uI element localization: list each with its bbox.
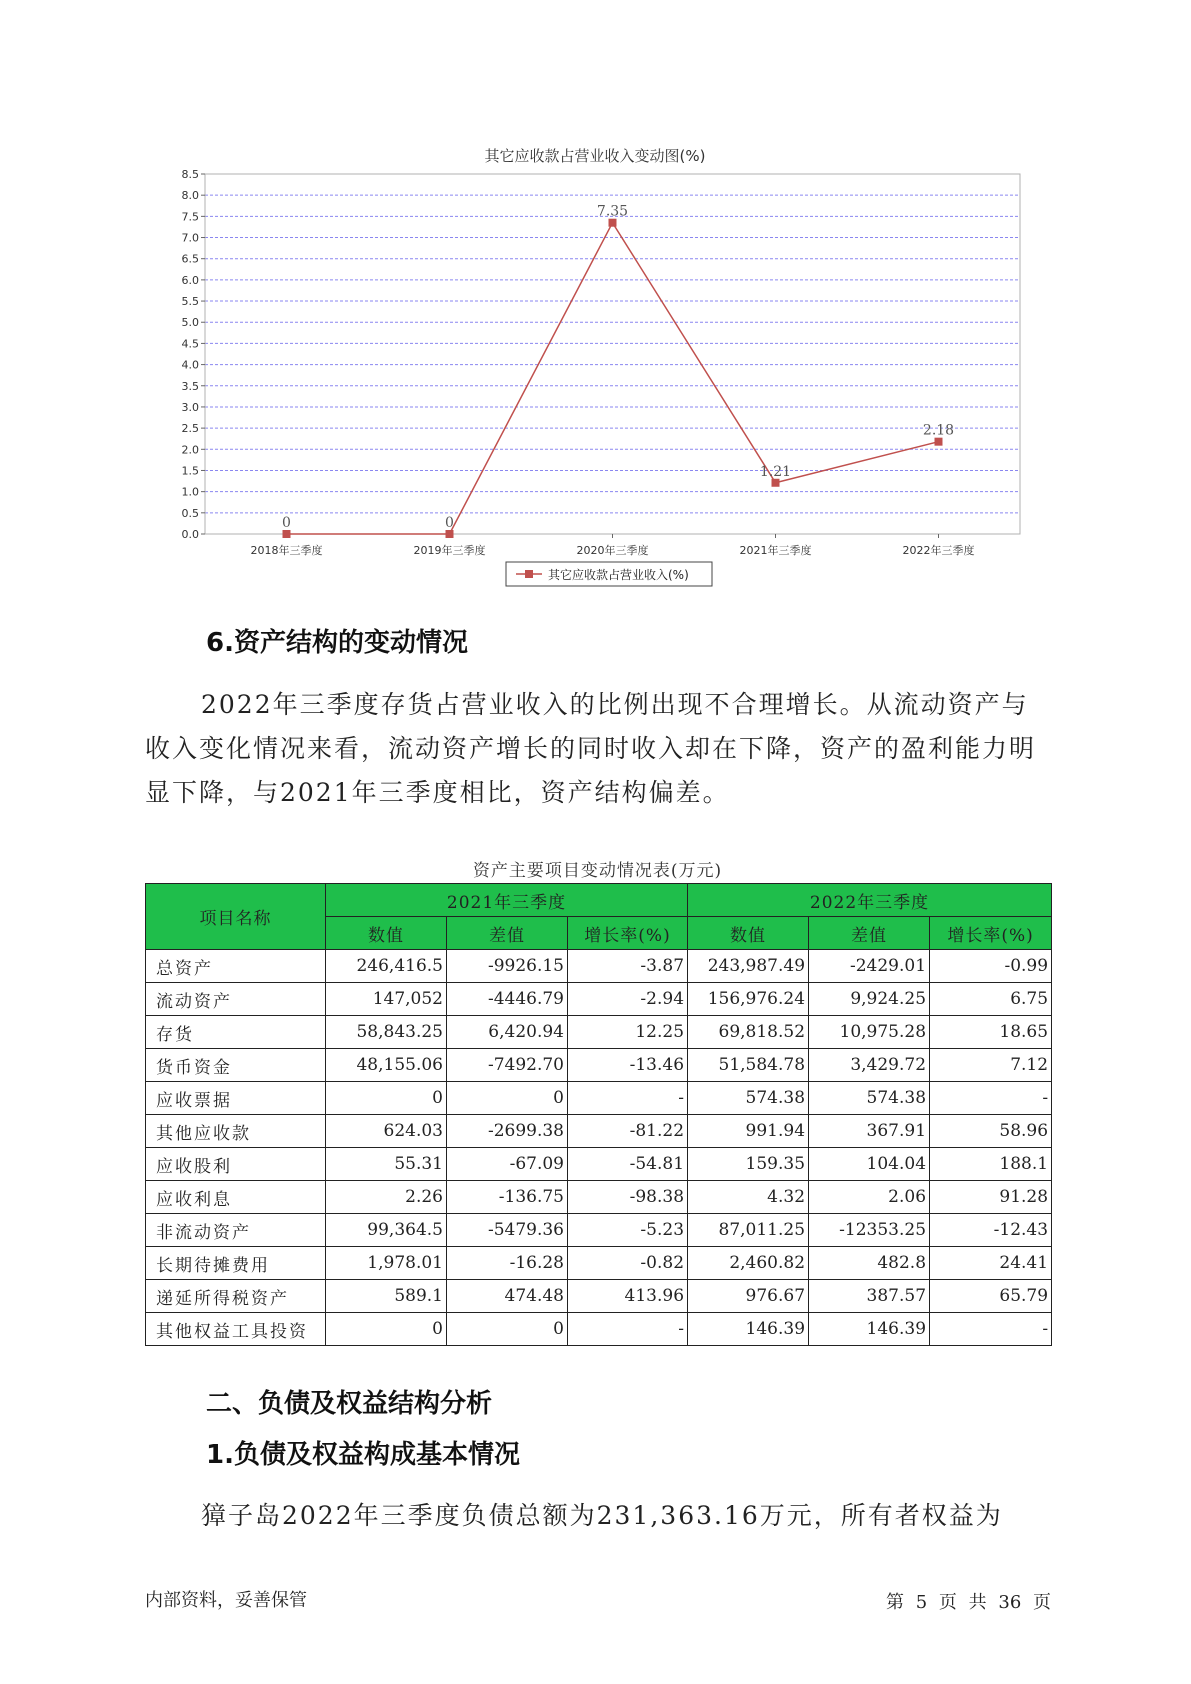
table-cell: 367.91	[809, 1115, 930, 1148]
col-value: 数值	[326, 917, 447, 950]
table-cell: 0	[447, 1082, 568, 1115]
y-tick-label: 1.0	[181, 485, 199, 499]
col-diff: 差值	[447, 917, 568, 950]
table-cell: -2.94	[568, 983, 688, 1016]
table-cell: 146.39	[688, 1313, 809, 1346]
table-cell: -81.22	[568, 1115, 688, 1148]
table-header-row	[146, 884, 1052, 917]
table-cell: 91.28	[930, 1181, 1052, 1214]
table-cell: 2,460.82	[688, 1247, 809, 1280]
table-cell: -5479.36	[447, 1214, 568, 1247]
x-tick-label: 2019年三季度	[413, 544, 486, 557]
col-item-name: 项目名称	[146, 884, 326, 950]
table-cell: -136.75	[447, 1181, 568, 1214]
subsection-heading: 1.负债及权益构成基本情况	[206, 1440, 520, 1470]
table-cell: 147,052	[326, 983, 447, 1016]
table-cell: 51,584.78	[688, 1049, 809, 1082]
y-tick-label: 7.5	[181, 210, 199, 224]
table-cell: -7492.70	[447, 1049, 568, 1082]
table-cell: -	[568, 1082, 688, 1115]
table-cell: -9926.15	[447, 950, 568, 983]
row-item-name: 长期待摊费用	[146, 1247, 326, 1280]
table-cell: -0.82	[568, 1247, 688, 1280]
section-paragraph: 2022年三季度存货占营业收入的比例出现不合理增长。从流动资产与收入变化情况来看，流动资产增长的同时收入却在下降，资产的盈利能力明显下降，与2021年三季度相比，资产结构偏差。	[145, 690, 1037, 807]
legend-marker	[525, 570, 533, 578]
table-cell: -5.23	[568, 1214, 688, 1247]
table-cell: -67.09	[447, 1148, 568, 1181]
y-tick-label: 0.5	[181, 506, 199, 520]
table-cell: 0	[326, 1082, 447, 1115]
asset-change-table	[145, 883, 1052, 1346]
row-item-name: 应收股利	[146, 1148, 326, 1181]
table-cell: 87,011.25	[688, 1214, 809, 1247]
table-row	[146, 1280, 1052, 1313]
table-cell: 99,364.5	[326, 1214, 447, 1247]
y-tick-label: 7.0	[181, 231, 199, 245]
chart-title: 其它应收款占营业收入变动图(%)	[484, 147, 706, 165]
y-tick-label: 8.5	[181, 168, 199, 181]
series-line	[287, 223, 939, 534]
table-cell: -3.87	[568, 950, 688, 983]
table-cell: -2699.38	[447, 1115, 568, 1148]
data-point	[772, 479, 780, 487]
table-row	[146, 1115, 1052, 1148]
y-tick-label: 3.0	[181, 400, 199, 414]
table-cell: 58.96	[930, 1115, 1052, 1148]
table-cell: -	[930, 1313, 1052, 1346]
data-label: 0	[445, 515, 454, 531]
table-cell: 0	[326, 1313, 447, 1346]
table-row	[146, 1181, 1052, 1214]
table-cell: 2.06	[809, 1181, 930, 1214]
table-cell: -54.81	[568, 1148, 688, 1181]
data-label: 1.21	[759, 463, 792, 480]
y-tick-label: 5.5	[181, 295, 199, 309]
table-cell: -13.46	[568, 1049, 688, 1082]
table-cell: 24.41	[930, 1247, 1052, 1280]
y-tick-label: 8.0	[181, 189, 199, 203]
table-cell: -4446.79	[447, 983, 568, 1016]
chart-legend	[506, 562, 712, 586]
page-number: 第 5 页 共 36 页	[886, 1592, 1051, 1613]
col-diff: 差值	[809, 917, 930, 950]
row-item-name: 应收票据	[146, 1082, 326, 1115]
chart-series	[282, 204, 954, 538]
table-cell: 624.03	[326, 1115, 447, 1148]
y-axis	[182, 168, 206, 541]
table-cell: -12.43	[930, 1214, 1052, 1247]
table-row	[146, 983, 1052, 1016]
table-cell: 159.35	[688, 1148, 809, 1181]
row-item-name: 递延所得税资产	[146, 1280, 326, 1313]
col-value: 数值	[688, 917, 809, 950]
data-point	[609, 219, 617, 227]
table-cell: -	[568, 1313, 688, 1346]
col-group-2021: 2021年三季度	[326, 884, 688, 917]
table-row	[146, 1313, 1052, 1346]
table-cell: 10,975.28	[809, 1016, 930, 1049]
col-growth: 增长率(%)	[930, 917, 1052, 950]
section-heading: 6.资产结构的变动情况	[206, 628, 468, 658]
table-cell: 9,924.25	[809, 983, 930, 1016]
chart-gridlines	[205, 174, 1020, 534]
section-paragraph: 獐子岛2022年三季度负债总额为231,363.16万元，所有者权益为	[201, 1501, 1003, 1530]
row-item-name: 非流动资产	[146, 1214, 326, 1247]
table-cell: 991.94	[688, 1115, 809, 1148]
table-cell: 4.32	[688, 1181, 809, 1214]
table-row	[146, 950, 1052, 983]
table-cell: 188.1	[930, 1148, 1052, 1181]
table-cell: 7.12	[930, 1049, 1052, 1082]
table-cell: 156,976.24	[688, 983, 809, 1016]
data-point	[283, 530, 291, 538]
data-label: 0	[282, 515, 291, 531]
y-tick-label: 2.0	[181, 443, 199, 457]
line-chart	[150, 140, 1030, 590]
data-point	[446, 530, 454, 538]
data-point	[935, 438, 943, 446]
table-caption: 资产主要项目变动情况表(万元)	[472, 861, 723, 881]
table-cell: 6,420.94	[447, 1016, 568, 1049]
row-item-name: 应收利息	[146, 1181, 326, 1214]
data-label: 7.35	[596, 203, 629, 220]
y-tick-label: 4.5	[181, 337, 199, 351]
table-cell: 589.1	[326, 1280, 447, 1313]
plot-area	[205, 174, 1020, 534]
x-tick-label: 2018年三季度	[250, 544, 323, 557]
table-row	[146, 1049, 1052, 1082]
table-cell: 3,429.72	[809, 1049, 930, 1082]
table-cell: 413.96	[568, 1280, 688, 1313]
y-tick-label: 3.5	[181, 379, 199, 393]
table-cell: 2.26	[326, 1181, 447, 1214]
y-tick-label: 2.5	[181, 422, 199, 436]
x-tick-label: 2021年三季度	[739, 544, 812, 557]
table-row	[146, 1214, 1052, 1247]
data-label: 2.18	[922, 422, 955, 439]
row-item-name: 存货	[146, 1016, 326, 1049]
table-cell: 18.65	[930, 1016, 1052, 1049]
col-group-2022: 2022年三季度	[688, 884, 1052, 917]
col-growth: 增长率(%)	[568, 917, 688, 950]
legend-label: 其它应收款占营业收入(%)	[548, 568, 689, 582]
table-cell: -0.99	[930, 950, 1052, 983]
table-cell: 12.25	[568, 1016, 688, 1049]
y-tick-label: 5.0	[181, 316, 199, 330]
table-cell: 146.39	[809, 1313, 930, 1346]
table-cell: 6.75	[930, 983, 1052, 1016]
table-row	[146, 1247, 1052, 1280]
row-item-name: 货币资金	[146, 1049, 326, 1082]
row-item-name: 其他应收款	[146, 1115, 326, 1148]
table-cell: -2429.01	[809, 950, 930, 983]
row-item-name: 总资产	[146, 950, 326, 983]
table-cell: 0	[447, 1313, 568, 1346]
table-cell: -98.38	[568, 1181, 688, 1214]
y-tick-label: 6.5	[181, 252, 199, 266]
x-tick-label: 2022年三季度	[902, 544, 975, 557]
table-cell: 48,155.06	[326, 1049, 447, 1082]
table-cell: -12353.25	[809, 1214, 930, 1247]
table-cell: 482.8	[809, 1247, 930, 1280]
table-cell: 65.79	[930, 1280, 1052, 1313]
table-cell: 976.67	[688, 1280, 809, 1313]
y-tick-label: 6.0	[181, 273, 199, 287]
table-cell: 246,416.5	[326, 950, 447, 983]
y-tick-label: 1.5	[181, 464, 199, 478]
row-item-name: 流动资产	[146, 983, 326, 1016]
table-cell: 474.48	[447, 1280, 568, 1313]
table-cell: 574.38	[809, 1082, 930, 1115]
table-row	[146, 1148, 1052, 1181]
table-cell: 243,987.49	[688, 950, 809, 983]
table-cell: 104.04	[809, 1148, 930, 1181]
table-cell: 387.57	[809, 1280, 930, 1313]
table-cell: -	[930, 1082, 1052, 1115]
table-row	[146, 1082, 1052, 1115]
table-cell: -16.28	[447, 1247, 568, 1280]
section-heading: 二、负债及权益结构分析	[206, 1389, 493, 1419]
table-cell: 58,843.25	[326, 1016, 447, 1049]
footer-note: 内部资料，妥善保管	[145, 1590, 307, 1611]
table-cell: 55.31	[326, 1148, 447, 1181]
y-tick-label: 4.0	[181, 358, 199, 372]
x-tick-label: 2020年三季度	[576, 544, 649, 557]
y-tick-label: 0.0	[181, 528, 199, 541]
table-cell: 574.38	[688, 1082, 809, 1115]
x-axis	[251, 534, 975, 557]
table-row	[146, 1016, 1052, 1049]
table-cell: 1,978.01	[326, 1247, 447, 1280]
table-cell: 69,818.52	[688, 1016, 809, 1049]
row-item-name: 其他权益工具投资	[146, 1313, 326, 1346]
